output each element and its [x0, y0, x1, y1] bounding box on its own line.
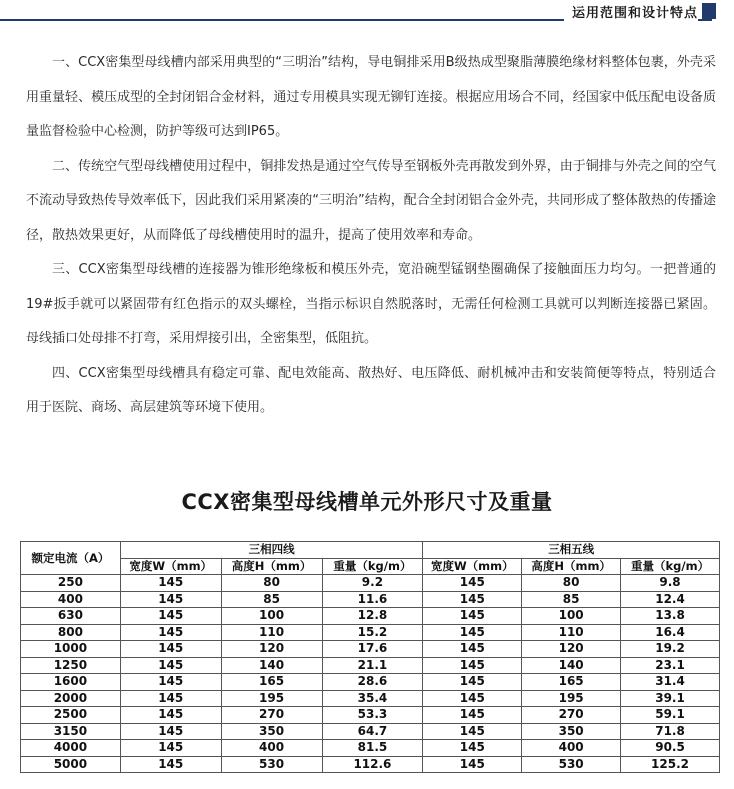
- cell-height: 165: [221, 674, 322, 691]
- cell-width: 145: [423, 690, 522, 707]
- cell-rated-current: 800: [21, 624, 121, 641]
- table-row: [21, 657, 720, 674]
- cell-height: 85: [522, 591, 621, 608]
- cell-height: 270: [522, 707, 621, 724]
- cell-height: 140: [522, 657, 621, 674]
- cell-width: 145: [423, 591, 522, 608]
- cell-height: 120: [522, 641, 621, 658]
- cell-width: 145: [423, 674, 522, 691]
- cell-weight: 112.6: [322, 756, 423, 773]
- cell-height: 85: [221, 591, 322, 608]
- cell-height: 80: [221, 575, 322, 592]
- cell-rated-current: 630: [21, 608, 121, 625]
- cell-rated-current: 4000: [21, 740, 121, 757]
- cell-height: 110: [221, 624, 322, 641]
- cell-width: 145: [120, 723, 221, 740]
- cell-weight: 28.6: [322, 674, 423, 691]
- cell-height: 195: [522, 690, 621, 707]
- cell-rated-current: 1250: [21, 657, 121, 674]
- cell-width: 145: [120, 707, 221, 724]
- col-header-weight: 重量（kg/m）: [322, 558, 423, 575]
- cell-height: 400: [522, 740, 621, 757]
- cell-weight: 35.4: [322, 690, 423, 707]
- cell-weight: 13.8: [621, 608, 720, 625]
- cell-height: 270: [221, 707, 322, 724]
- col-header-width: 宽度W（mm）: [120, 558, 221, 575]
- cell-rated-current: 400: [21, 591, 121, 608]
- table-row: [21, 575, 720, 592]
- col-header-width: 宽度W（mm）: [423, 558, 522, 575]
- cell-weight: 11.6: [322, 591, 423, 608]
- cell-weight: 81.5: [322, 740, 423, 757]
- cell-rated-current: 5000: [21, 756, 121, 773]
- cell-rated-current: 2000: [21, 690, 121, 707]
- col-header-height: 高度H（mm）: [522, 558, 621, 575]
- col-header-height: 高度H（mm）: [221, 558, 322, 575]
- cell-weight: 21.1: [322, 657, 423, 674]
- cell-height: 110: [522, 624, 621, 641]
- cell-weight: 71.8: [621, 723, 720, 740]
- cell-height: 80: [522, 575, 621, 592]
- cell-rated-current: 1600: [21, 674, 121, 691]
- cell-width: 145: [423, 575, 522, 592]
- table-body: [21, 575, 720, 773]
- rated-current-header: 额定电流（A）: [21, 542, 121, 575]
- cell-weight: 17.6: [322, 641, 423, 658]
- cell-width: 145: [120, 624, 221, 641]
- cell-width: 145: [423, 641, 522, 658]
- cell-width: 145: [423, 723, 522, 740]
- cell-width: 145: [423, 657, 522, 674]
- cell-weight: 59.1: [621, 707, 720, 724]
- cell-width: 145: [120, 740, 221, 757]
- cell-weight: 64.7: [322, 723, 423, 740]
- table-row: [21, 641, 720, 658]
- table-title: CCX密集型母线槽单元外形尺寸及重量: [181, 490, 553, 514]
- spec-table: [20, 541, 720, 773]
- paragraph-4: 四、CCX密集型母线槽具有稳定可靠、配电效能高、散热好、电压降低、耐机械冲击和安装简便等特点，特别适合用于医院、商场、高层建筑等环境下使用。: [26, 365, 716, 415]
- cell-rated-current: 250: [21, 575, 121, 592]
- paragraph-3: 三、CCX密集型母线槽的连接器为锥形绝缘板和模压外壳，宽沿碗型锰钢垫圈确保了接触面压力均匀。一把普通的19#扳手就可以紧固带有红色指示的双头螺栓，当指示标识自然脱落时，无需任何检测工具就可以判断连接器已紧固。母线插口处母排不打弯，采用焊接引出，全密集型，低阻抗。: [26, 262, 716, 346]
- cell-weight: 90.5: [621, 740, 720, 757]
- cell-weight: 23.1: [621, 657, 720, 674]
- cell-weight: 19.2: [621, 641, 720, 658]
- cell-width: 145: [423, 756, 522, 773]
- table-row: [21, 591, 720, 608]
- cell-width: 145: [120, 690, 221, 707]
- cell-rated-current: 3150: [21, 723, 121, 740]
- cell-weight: 12.4: [621, 591, 720, 608]
- cell-width: 145: [120, 657, 221, 674]
- cell-width: 145: [423, 608, 522, 625]
- cell-height: 530: [522, 756, 621, 773]
- cell-height: 350: [221, 723, 322, 740]
- col-header-weight: 重量（kg/m）: [621, 558, 720, 575]
- body-text: [26, 46, 716, 426]
- table-row: [21, 624, 720, 641]
- table-row: [21, 756, 720, 773]
- cell-width: 145: [120, 575, 221, 592]
- group-header-four-wire: 三相四线: [120, 542, 423, 559]
- cell-weight: 9.8: [621, 575, 720, 592]
- table-row: [21, 707, 720, 724]
- table-row: [21, 723, 720, 740]
- paragraph-1: 一、CCX密集型母线槽内部采用典型的“三明治”结构，导电铜排采用B级热成型聚脂薄膜绝缘材料整体包裹，外壳采用重量轻、模压成型的全封闭铝合金材料，通过专用模具实现无铆钉连接。根据应用场合不同，经国家中低压配电设备质量监督检验中心检测，防护等级可达到IP65。: [26, 55, 716, 139]
- cell-height: 100: [221, 608, 322, 625]
- table-row: [21, 690, 720, 707]
- cell-weight: 16.4: [621, 624, 720, 641]
- group-header-five-wire: 三相五线: [423, 542, 720, 559]
- cell-weight: 39.1: [621, 690, 720, 707]
- cell-height: 120: [221, 641, 322, 658]
- cell-height: 140: [221, 657, 322, 674]
- cell-height: 165: [522, 674, 621, 691]
- cell-width: 145: [120, 608, 221, 625]
- cell-weight: 9.2: [322, 575, 423, 592]
- cell-width: 145: [423, 740, 522, 757]
- cell-weight: 53.3: [322, 707, 423, 724]
- cell-width: 145: [120, 756, 221, 773]
- cell-width: 145: [120, 674, 221, 691]
- paragraph-2: 二、传统空气型母线槽使用过程中，铜排发热是通过空气传导至钢板外壳再散发到外界，由于铜排与外壳之间的空气不流动导致热传导效率低下，因此我们采用紧凑的“三明治”结构，配合全封闭铝合金外壳，共同形成了整体散热的传播途径，散热效果更好，从而降低了母线槽使用时的温升，提高了使用效率和寿命。: [26, 158, 716, 243]
- section-header: [0, 0, 734, 22]
- cell-height: 195: [221, 690, 322, 707]
- table-row: [21, 608, 720, 625]
- cell-weight: 12.8: [322, 608, 423, 625]
- cell-width: 145: [120, 641, 221, 658]
- cell-rated-current: 2500: [21, 707, 121, 724]
- section-title: 运用范围和设计特点: [564, 2, 698, 21]
- cell-width: 145: [423, 707, 522, 724]
- header-accent-block: [702, 3, 716, 19]
- cell-height: 350: [522, 723, 621, 740]
- table-row: [21, 674, 720, 691]
- cell-width: 145: [120, 591, 221, 608]
- cell-height: 400: [221, 740, 322, 757]
- cell-height: 530: [221, 756, 322, 773]
- cell-width: 145: [423, 624, 522, 641]
- cell-height: 100: [522, 608, 621, 625]
- cell-weight: 31.4: [621, 674, 720, 691]
- cell-weight: 125.2: [621, 756, 720, 773]
- cell-weight: 15.2: [322, 624, 423, 641]
- table-row: [21, 740, 720, 757]
- cell-rated-current: 1000: [21, 641, 121, 658]
